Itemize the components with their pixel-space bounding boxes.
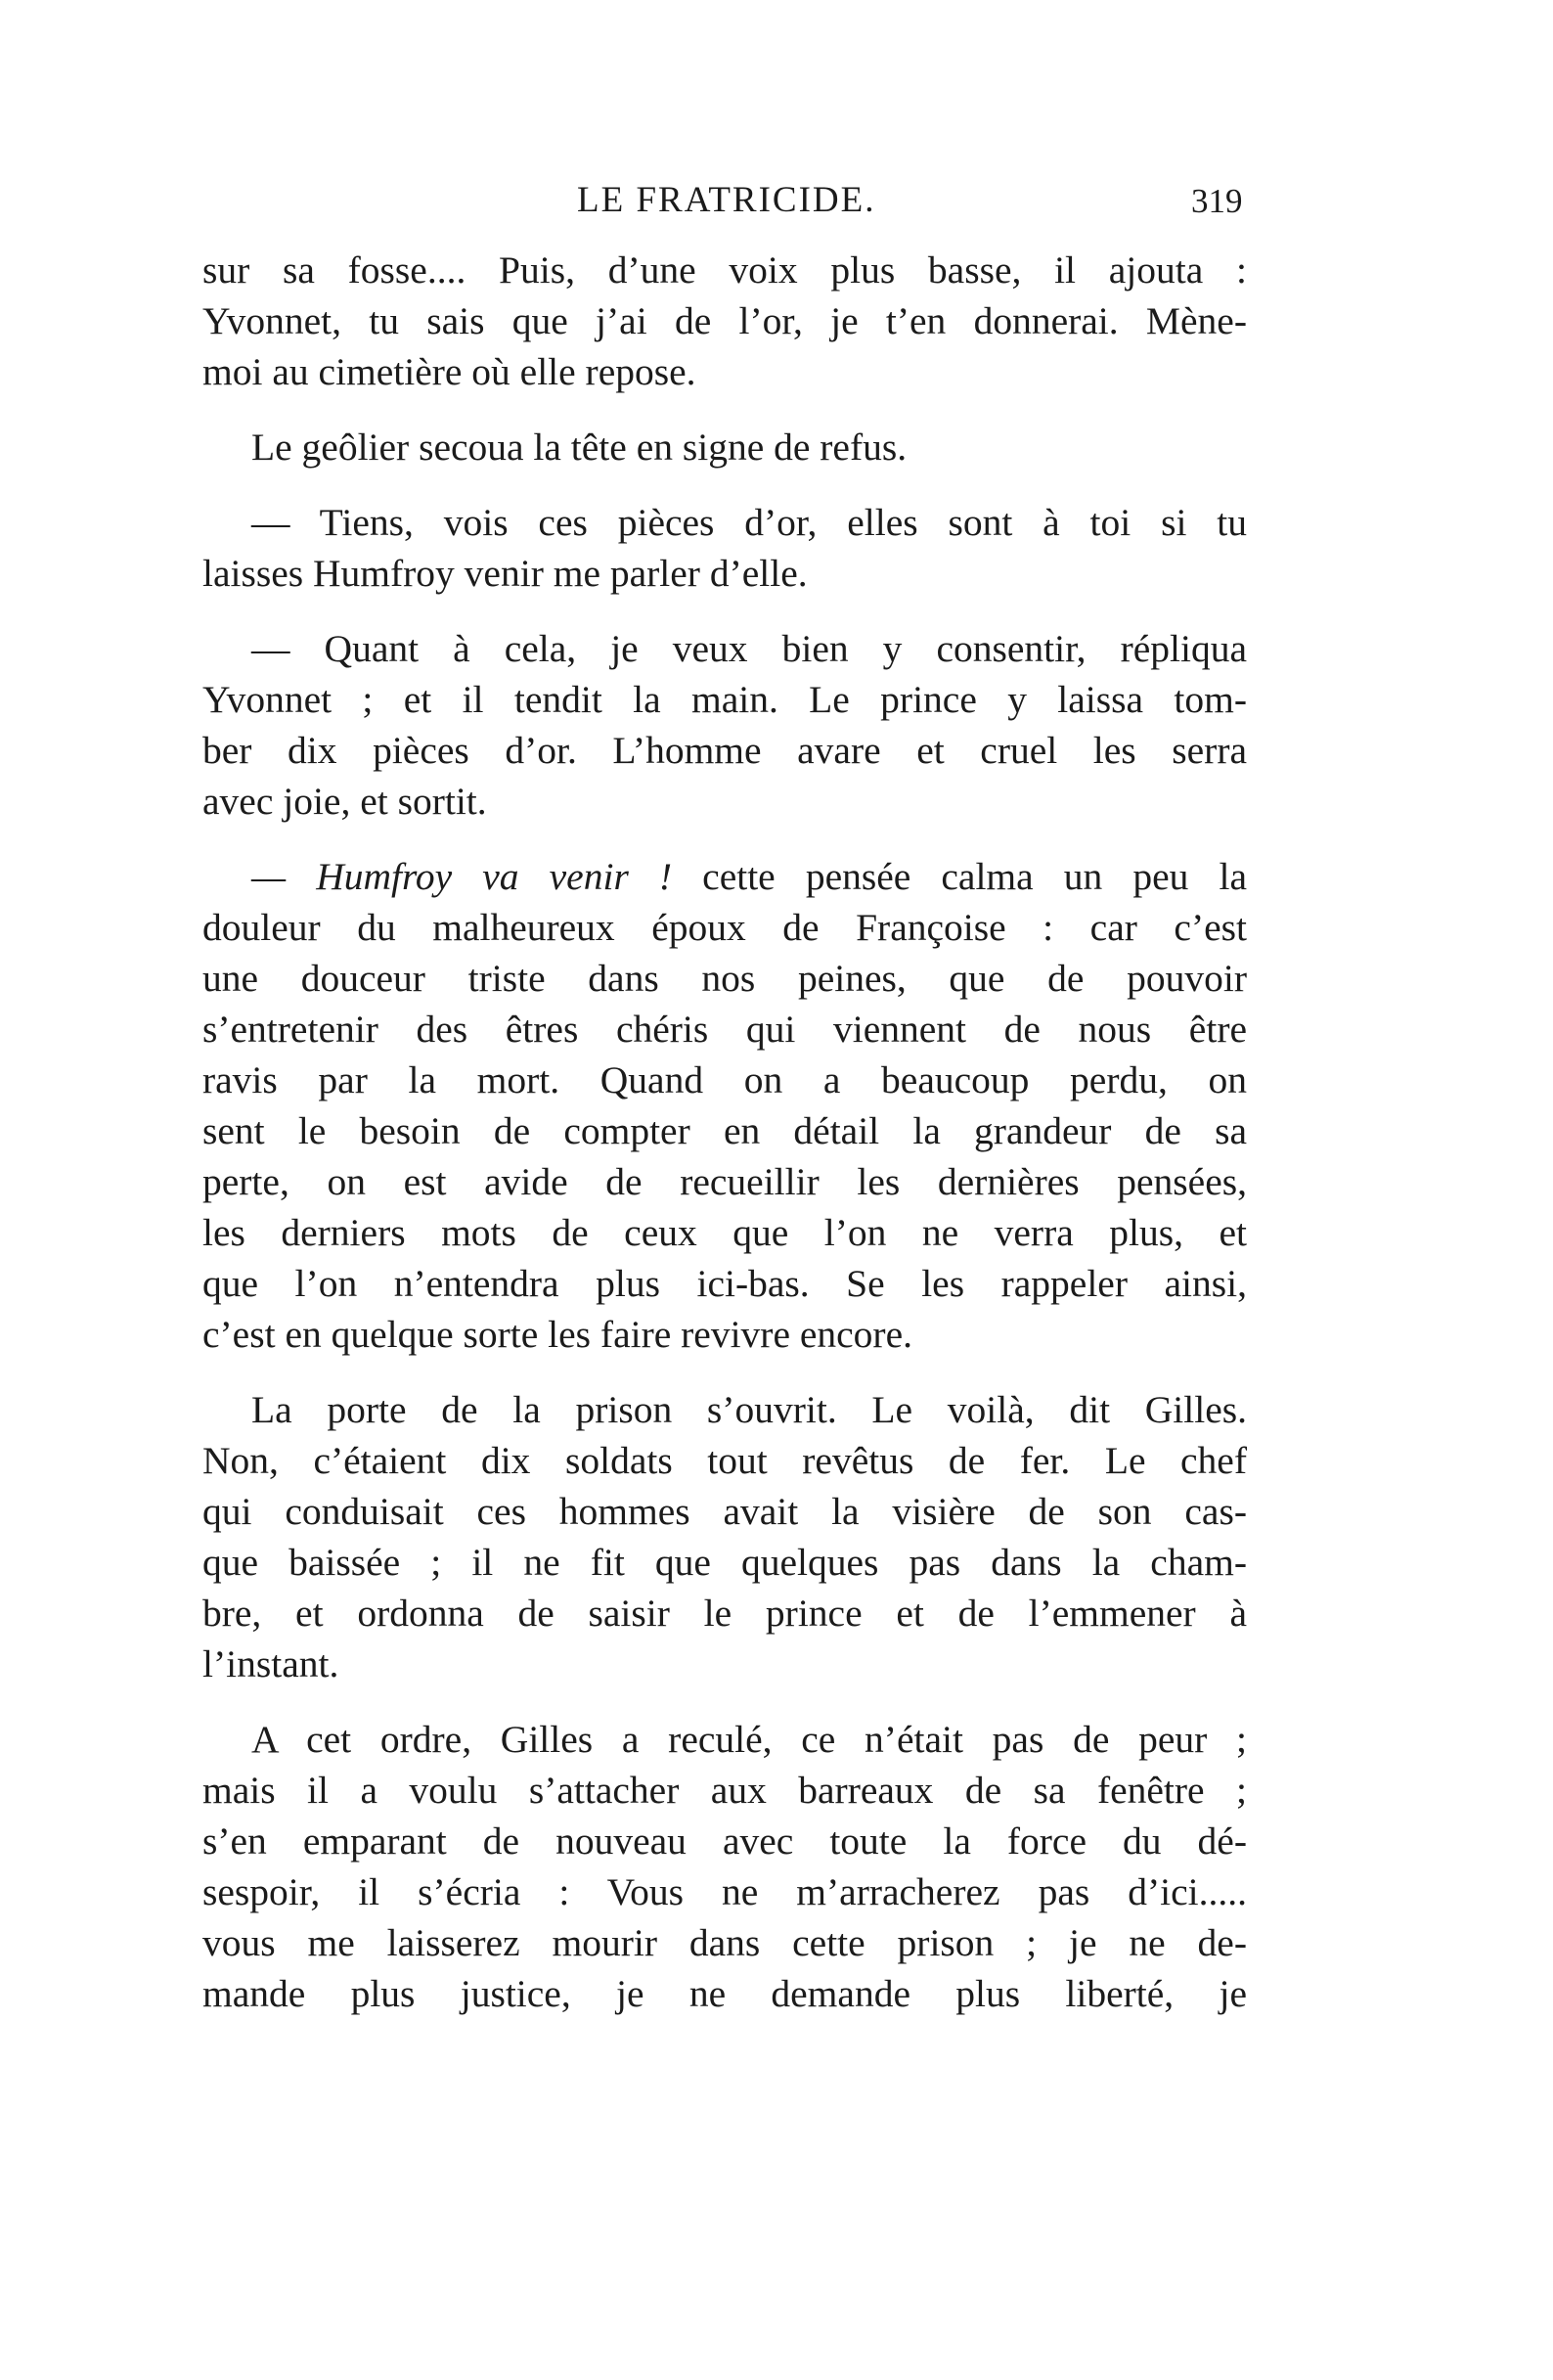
- text-line: que baissée ; il ne fit que quelques pas dans la cham-: [202, 1541, 1247, 1584]
- body-text: [202, 245, 1247, 2043]
- text-line: Yvonnet ; et il tendit la main. Le prince y laissa tom-: [202, 678, 1247, 721]
- text-line: avec joie, et sortit.: [202, 780, 487, 823]
- text-line: s’entretenir des êtres chéris qui viennent de nous être: [202, 1008, 1247, 1051]
- text-line: Non, c’étaient dix soldats tout revêtus de fer. Le chef: [202, 1439, 1247, 1482]
- text-line: mais il a voulu s’attacher aux barreaux de sa fenêtre ;: [202, 1769, 1247, 1812]
- text-line: perte, on est avide de recueillir les dernières pensées,: [202, 1160, 1247, 1203]
- paragraph-1: [202, 245, 1247, 397]
- text-line: bre, et ordonna de saisir le prince et de l’emmener à: [202, 1592, 1247, 1635]
- text-line: que l’on n’entendra plus ici-bas. Se les rappeler ainsi,: [202, 1262, 1247, 1305]
- text-line: — Quant à cela, je veux bien y consentir, répliqua: [251, 627, 1247, 670]
- text-line: mande plus justice, je ne demande plus liberté, je: [202, 1972, 1247, 2015]
- italic-phrase: — Humfroy va venir !: [251, 855, 673, 898]
- text-line: les derniers mots de ceux que l’on ne verra plus, et: [202, 1211, 1247, 1254]
- paragraph-5: [202, 851, 1247, 1360]
- text-line: l’instant.: [202, 1642, 339, 1685]
- text-line: [202, 851, 1247, 902]
- text-line: s’en emparant de nouveau avec toute la force du dé-: [202, 1819, 1247, 1863]
- running-title: LE FRATRICIDE.: [577, 180, 876, 220]
- text-line: A cet ordre, Gilles a reculé, ce n’était pas de peur ;: [251, 1718, 1247, 1761]
- text-line: une douceur triste dans nos peines, que de pouvoir: [202, 957, 1247, 1000]
- text-line: qui conduisait ces hommes avait la visière de son cas-: [202, 1490, 1247, 1533]
- text-run: cette pensée calma un peu la: [672, 855, 1247, 898]
- paragraph-7: [202, 1714, 1247, 2019]
- text-line: sespoir, il s’écria : Vous ne m’arracherez pas d’ici.....: [202, 1870, 1247, 1913]
- text-line: ber dix pièces d’or. L’homme avare et cruel les serra: [202, 729, 1247, 772]
- page-number: 319: [1191, 182, 1243, 220]
- text-line: — Tiens, vois ces pièces d’or, elles sont à toi si tu: [251, 501, 1247, 544]
- text-line: vous me laisserez mourir dans cette prison ; je ne de-: [202, 1921, 1247, 1964]
- paragraph-2: [202, 422, 1247, 472]
- text-line: Le geôlier secoua la tête en signe de refus.: [251, 426, 908, 469]
- text-line: c’est en quelque sorte les faire revivre encore.: [202, 1313, 912, 1356]
- text-line: sent le besoin de compter en détail la grandeur de sa: [202, 1109, 1247, 1152]
- text-line: douleur du malheureux époux de Françoise : car c’est: [202, 906, 1247, 949]
- text-line: La porte de la prison s’ouvrit. Le voilà, dit Gilles.: [251, 1388, 1247, 1431]
- paragraph-4: [202, 623, 1247, 827]
- text-line: laisses Humfroy venir me parler d’elle.: [202, 552, 808, 595]
- text-line: ravis par la mort. Quand on a beaucoup perdu, on: [202, 1058, 1247, 1101]
- text-line: moi au cimetière où elle repose.: [202, 350, 696, 393]
- paragraph-6: [202, 1384, 1247, 1689]
- text-line: Yvonnet, tu sais que j’ai de l’or, je t’en donnerai. Mène-: [202, 299, 1247, 342]
- paragraph-3: [202, 497, 1247, 599]
- text-line: sur sa fosse.... Puis, d’une voix plus basse, il ajouta :: [202, 248, 1247, 292]
